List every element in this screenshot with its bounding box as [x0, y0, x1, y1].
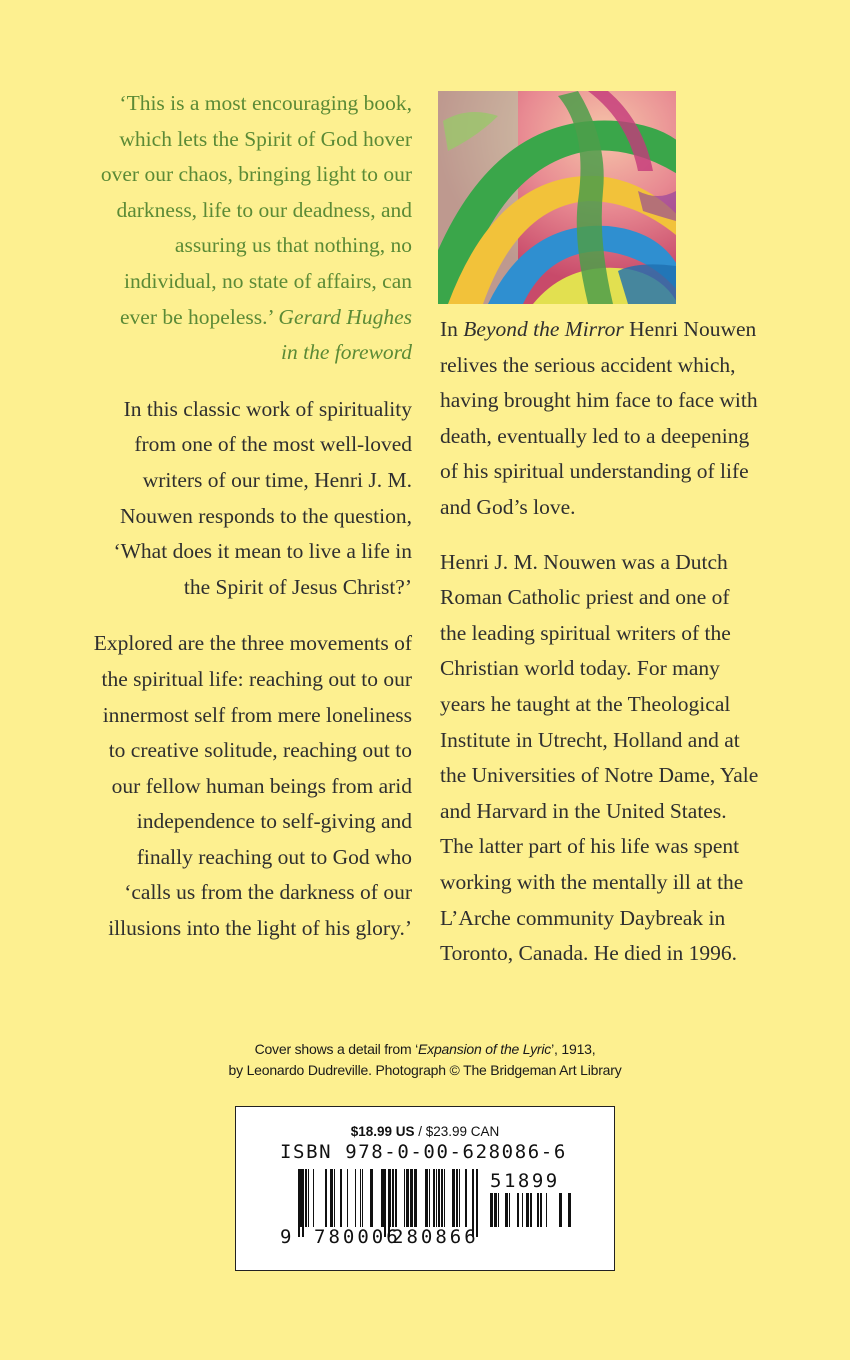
barcode-bar — [425, 1169, 428, 1227]
barcode-bar — [438, 1169, 440, 1227]
text-line: Toronto, Canada. He died in 1996. — [440, 941, 738, 966]
text-line: independence to self-giving and — [136, 809, 412, 834]
barcode-right-digits: 280866 — [392, 1226, 479, 1248]
quote-line: which lets the Spirit of God hover — [119, 126, 412, 151]
price-us: $18.99 US — [350, 1124, 415, 1139]
quote-author: Gerard Hughes — [278, 304, 412, 329]
text-line: ‘calls us from the darkness of our — [124, 880, 412, 905]
painting-image — [438, 91, 676, 304]
description-paragraph-2 — [40, 626, 412, 946]
text-line: of his spiritual understanding of life — [440, 459, 749, 484]
barcode-left-digits: 780006 — [314, 1226, 401, 1248]
cover-painting-detail — [438, 91, 676, 304]
barcode-guard-bar — [298, 1169, 300, 1237]
barcode-bar — [517, 1193, 519, 1227]
text-line: Roman Catholic priest and one of — [440, 585, 730, 610]
barcode-bar — [537, 1193, 539, 1227]
text-fragment: In — [440, 317, 464, 341]
text-line: death, eventually led to a deepening — [440, 423, 750, 448]
intro-first-line — [440, 312, 808, 348]
addon-bars — [490, 1193, 571, 1227]
barcode-bar — [392, 1169, 394, 1227]
text-line: from one of the most well-loved — [134, 432, 412, 457]
barcode-bar — [406, 1169, 409, 1227]
barcode-bar — [381, 1169, 384, 1227]
barcode-bar — [436, 1169, 437, 1227]
quote-line: assuring us that nothing, no — [174, 233, 412, 258]
barcode-bar — [355, 1169, 356, 1227]
barcode-bar — [526, 1193, 529, 1227]
isbn-text: ISBN 978-0-00-628086-6 — [280, 1141, 567, 1163]
barcode-bar — [429, 1169, 430, 1227]
author-bio-paragraph — [440, 545, 808, 972]
barcode-bar — [414, 1169, 417, 1227]
text-line: working with the mentally ill at the — [440, 869, 744, 894]
right-column — [440, 312, 808, 991]
credit-line-1 — [0, 1039, 850, 1060]
left-column — [40, 86, 412, 968]
text-fragment: Cover shows a detail from ‘ — [254, 1041, 419, 1057]
barcode-bar — [433, 1169, 435, 1227]
text-line: our fellow human beings from arid — [111, 773, 412, 798]
quote-line: over our chaos, bringing light to our — [100, 162, 412, 187]
text-line: Nouwen responds to the question, — [119, 503, 412, 528]
barcode-bar — [509, 1193, 510, 1227]
text-line: the leading spiritual writers of the — [440, 620, 731, 645]
barcode-bar — [300, 1169, 302, 1227]
barcode-bar — [559, 1193, 562, 1227]
barcode-bar — [494, 1193, 497, 1227]
barcode-bar — [498, 1193, 499, 1227]
barcode-bar — [305, 1169, 307, 1227]
barcode-bar — [546, 1193, 547, 1227]
text-line: writers of our time, Henri J. M. — [142, 467, 412, 492]
barcode-bar — [330, 1169, 333, 1227]
barcode-bar — [395, 1169, 397, 1227]
text-fragment: Henri Nouwen — [623, 317, 757, 341]
text-line: illusions into the light of his glory.’ — [108, 916, 412, 941]
barcode-bar — [540, 1193, 542, 1227]
barcode-bar — [568, 1193, 571, 1227]
text-line: The latter part of his life was spent — [440, 834, 740, 859]
text-line: Christian world today. For many — [440, 656, 720, 681]
barcode-bar — [370, 1169, 373, 1227]
barcode-bar — [325, 1169, 327, 1227]
price-can: $23.99 CAN — [425, 1124, 500, 1139]
quote-line: ever be hopeless.’ — [120, 304, 274, 329]
text-line: the Universities of Notre Dame, Yale — [440, 763, 759, 788]
quote-last-line — [40, 300, 412, 336]
barcode-bar — [308, 1169, 309, 1227]
text-line: In this classic work of spirituality — [123, 396, 412, 421]
barcode-bar — [522, 1193, 523, 1227]
text-line: the spiritual life: reaching out to our — [101, 666, 412, 691]
text-line: ‘What does it mean to live a life in — [113, 539, 412, 564]
barcode-bar — [347, 1169, 348, 1227]
text-line: finally reaching out to God who — [136, 844, 412, 869]
price-separator: / — [414, 1124, 426, 1139]
barcode-bar — [444, 1169, 445, 1227]
quote-line: darkness, life to our deadness, and — [116, 197, 412, 222]
text-line: L’Arche community Daybreak in — [440, 905, 726, 930]
barcode-bar — [490, 1193, 493, 1227]
book-title: Beyond the Mirror — [463, 317, 624, 341]
barcode-bar — [360, 1169, 361, 1227]
barcode-bar — [465, 1169, 467, 1227]
text-line: relives the serious accident which, — [440, 352, 736, 377]
artwork-title: Expansion of the Lyric — [418, 1041, 552, 1057]
text-line: Henri J. M. Nouwen was a Dutch — [440, 549, 728, 574]
text-line: having brought him face to face with — [440, 388, 758, 413]
text-line: years he taught at the Theological — [440, 691, 731, 716]
book-intro-paragraph — [440, 312, 808, 526]
text-line: Explored are the three movements of — [93, 631, 412, 656]
barcode-bar — [441, 1169, 443, 1227]
text-line: Institute in Utrecht, Holland and at — [440, 727, 740, 752]
barcode-bar — [334, 1169, 335, 1227]
barcode-bar — [340, 1169, 342, 1227]
cover-credit — [0, 1039, 850, 1081]
addon-digits: 51899 — [490, 1170, 560, 1192]
description-paragraph-1 — [40, 392, 412, 606]
text-line: to creative solitude, reaching out to — [108, 738, 412, 763]
barcode-bar — [456, 1169, 458, 1227]
text-line: the Spirit of Jesus Christ?’ — [183, 574, 412, 599]
quote-source: in the foreword — [281, 340, 412, 365]
quote-line: individual, no state of affairs, can — [124, 268, 412, 293]
quote-line: ‘This is a most encouraging book, — [119, 91, 412, 115]
barcode-lead-digit: 9 — [280, 1226, 292, 1248]
barcode-label — [235, 1106, 615, 1271]
text-line: and God’s love. — [440, 494, 576, 519]
barcode-bar — [459, 1169, 460, 1227]
text-fragment: ’, 1913, — [551, 1041, 596, 1057]
barcode-bar — [313, 1169, 314, 1227]
barcode-bar — [410, 1169, 413, 1227]
barcode-bar — [530, 1193, 532, 1227]
barcode-guard-bar — [302, 1169, 304, 1237]
endorsement-quote — [40, 86, 412, 371]
barcode-bar — [505, 1193, 508, 1227]
text-line: and Harvard in the United States. — [440, 798, 727, 823]
barcode-bar — [452, 1169, 455, 1227]
barcode-bar — [404, 1169, 405, 1227]
text-line: innermost self from mere loneliness — [102, 702, 412, 727]
barcode-bar — [362, 1169, 363, 1227]
credit-line-2: by Leonardo Dudreville. Photograph © The Bridgeman Art Library — [228, 1062, 622, 1078]
